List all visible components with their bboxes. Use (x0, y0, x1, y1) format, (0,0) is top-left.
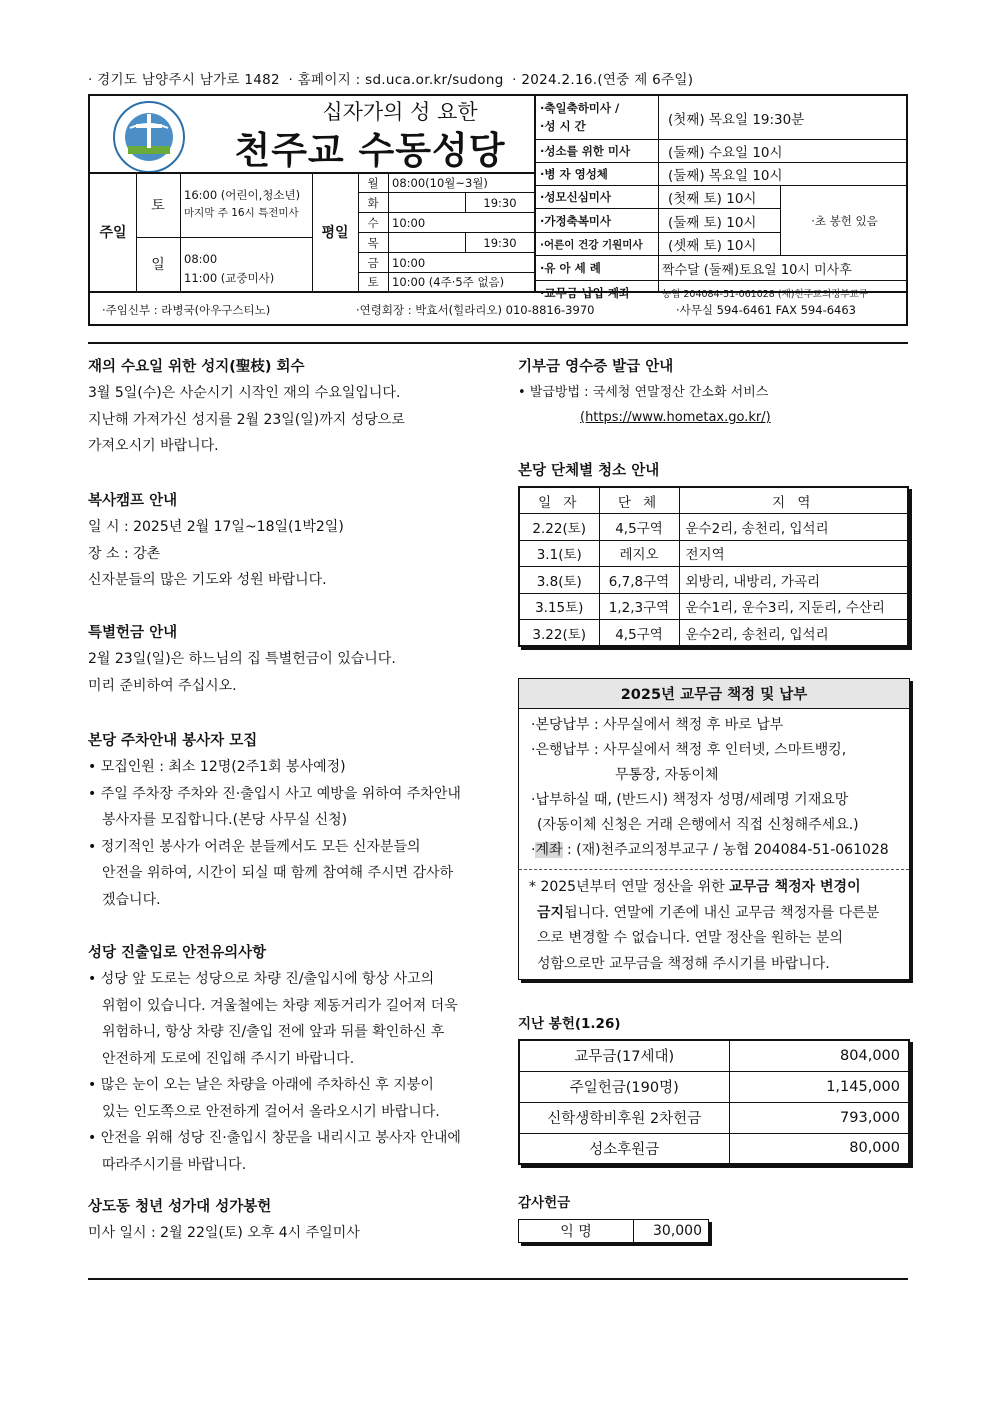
feast-mass-time: (첫째) 목요일 19:30분 (668, 111, 805, 128)
section-title: 본당 주차안내 봉사자 모집 (88, 733, 258, 749)
palm-return-notice: 재의 수요일 위한 성지(聖枝) 회수 3월 5일(수)은 사순시기 시작인 재의 수요일입니다. 지난해 가져가신 성지를 2월 23일(일)까지 성당으로 가져오시기 바랍니다. (88, 354, 488, 460)
altar-server-camp-notice: 복사캠프 안내 일 시 : 2025년 2월 17일~18일(1박2일) 장 소 : 강촌 신자분들의 많은 기도와 성원 바랍니다. (88, 488, 488, 594)
parish-subtitle: 십자가의 성 요한 (322, 100, 478, 124)
list-item: • 성당 앞 도로는 성당으로 차량 진/출입시에 항상 사고의 (88, 966, 488, 993)
table-row: 3.1(토) 레지오 전지역 (519, 540, 908, 567)
offering-table (518, 1039, 910, 1165)
entrance-safety-notice: 성당 진출입로 안전유의사항 • 성당 앞 도로는 성당으로 차량 진/출입시에 항상 사고의 위험이 있습니다. 겨울철에는 차량 제동거리가 길어져 더욱 위험하니, 항상 차량 진/출입 전에 앞과 뒤를 확인하신 후 안전하게 도로에 진입해 주시기 바랍니다. • 많은 눈이 오는 날은 차량을 아래에 주차하신 후 지붕이 있는 인도쪽으로 안전하게 걸어서 올라오시기 바랍니다. • 안전을 위해 성당 진·출입시 창문을 내리시고 봉사자 안내에 따라주시기를 바랍니다. (88, 940, 488, 1178)
sunday-label: 일 (151, 257, 165, 273)
office-contact: ·사무실 594-6461 FAX 594-6463 (676, 302, 856, 317)
header-divider (88, 342, 908, 344)
section-title: 재의 수요일 위한 성지(聖枝) 회수 (88, 359, 305, 375)
section-title: 성당 진출입로 안전유의사항 (88, 945, 267, 961)
table-row: 익 명 30,000 (519, 1220, 709, 1243)
thanks-offering-heading (518, 1190, 718, 1216)
elder-health-time: (셋째 토) 10시 (668, 238, 757, 254)
table-row: 3.22(토) 4,5구역 운수2리, 송천리, 입석리 (519, 620, 908, 647)
table-row: 교무금(17세대) 804,000 (519, 1040, 909, 1071)
sunday-mass-label: 주일 (99, 224, 127, 241)
saturday-times: 16:00 (어린이,청소년) 마지막 주 16시 특전미사 (184, 188, 301, 219)
dues-divider (519, 869, 909, 870)
pastor-info: ·주임신부 : 라병국(아우구스티노) (102, 302, 271, 317)
list-item: • 발급방법 : 국세청 연말정산 간소화 서비스 (518, 385, 769, 400)
table-row: 2.22(토) 4,5구역 운수2리, 송천리, 입석리 (519, 514, 908, 541)
footer-divider (88, 1278, 908, 1280)
infant-baptism-time: 짝수달 (둘째)토요일 10시 미사후 (662, 262, 852, 278)
section-title: 본당 단체별 청소 안내 (518, 463, 660, 479)
list-item: • 많은 눈이 오는 날은 차량을 아래에 주차하신 후 지붕이 (88, 1072, 488, 1099)
list-item: • 모집인원 : 최소 12명(2주1회 봉사예정) (88, 754, 488, 781)
table-row: 주일헌금(190명) 1,145,000 (519, 1071, 909, 1102)
council-president-info: ·연령회장 : 박효서(힐라리오) 010-8816-3970 (356, 302, 595, 317)
cleaning-schedule-heading (518, 458, 910, 484)
vocation-mass-label: ·성소를 위한 미사 (540, 144, 631, 158)
table-row: 신학생학비후원 2차헌금 793,000 (519, 1102, 909, 1133)
section-title: 감사헌금 (518, 1195, 571, 1211)
section-title: 기부금 영수증 발급 안내 (518, 359, 674, 375)
weekday-day: 금 (367, 255, 379, 270)
section-title: 상도동 청년 성가대 성가봉헌 (88, 1199, 272, 1215)
table-row: 성소후원금 80,000 (519, 1133, 909, 1164)
weekday-pm: 19:30 (483, 235, 517, 250)
infant-baptism-label: ·유 아 세 례 (540, 261, 601, 275)
weekday-day: 월 (367, 175, 379, 190)
dues-methods: ·본당납부 : 사무실에서 책정 후 바로 납부 ·은행납부 : 사무실에서 책정 후 인터넷, 스마트뱅킹, 무통장, 자동이체 ·납부하실 때, (반드시) 책정자 성명/세례명 기재요망 (자동이체 신청은 거래 은행에서 직접 신청해주세요.) ·계좌 : (재)천주교의정부교구 / 농협 204084-51-061028 (531, 717, 889, 858)
donation-receipt-notice (518, 354, 910, 430)
table-row: 3.15토) 1,2,3구역 운수1리, 운수3리, 지둔리, 수산리 (519, 593, 908, 620)
section-title: 특별헌금 안내 (88, 625, 178, 641)
weekday-day: 토 (367, 275, 379, 289)
dues-account-label: ·교무금 납입 계좌 (540, 286, 631, 300)
family-blessing-time: (둘째 토) 10시 (668, 214, 757, 231)
dues-change-warning: * 2025년부터 연말 정산을 위한 교무금 책정자 변경이 금지됩니다. 연말에 기존에 내신 교무금 책정자를 다른분 으로 변경할 수 없습니다. 연말 정산을 원하는 분의 성함으로만 교무금을 책정해 주시기를 바랍니다. (529, 879, 880, 972)
weekday-am: 10:00 (392, 215, 426, 230)
homepage-text: · 홈페이지 : sd.uca.or.kr/sudong (288, 72, 504, 88)
sick-communion-time: (둘째) 목요일 10시 (668, 168, 783, 184)
weekday-day: 화 (367, 195, 379, 210)
weekday-mass-label: 평일 (321, 224, 349, 241)
section-title: 지난 봉헌(1.26) (518, 1016, 621, 1032)
feast-mass-label: ·축일축하미사 / ·성 시 간 (540, 101, 620, 133)
address-text: · 경기도 남양주시 남가로 1482 (88, 72, 280, 88)
dues-account-value: 농협 204084-51-061028 (재)천주교의정부교구 (662, 289, 868, 300)
hometax-link[interactable]: (https://www.hometax.go.kr/) (580, 410, 771, 425)
section-title: 복사캠프 안내 (88, 493, 178, 509)
parking-volunteer-notice: 본당 주차안내 봉사자 모집 • 모집인원 : 최소 12명(2주1회 봉사예정) • 주일 주차장 주차와 진·출입시 사고 예방을 위하여 주차안내 봉사자를 모집합니다.(본당 사무실 신청) • 정기적인 봉사가 어려운 분들께서도 모든 신자분들의 안전을 위하여, 시간이 되실 때 함께 참여해 주시면 감사하 겠습니다. (88, 728, 488, 913)
parish-header (88, 94, 908, 326)
table-row: 3.8(토) 6,7,8구역 외방리, 내방리, 가곡리 (519, 567, 908, 594)
special-collection-notice: 특별헌금 안내 2월 23일(일)은 하느님의 집 특별헌금이 있습니다. 미리 준비하여 주십시오. (88, 620, 488, 699)
weekday-am: 10:00 (4주·5주 없음) (392, 275, 505, 289)
dues-box-title: 2025년 교무금 책정 및 납부 (519, 679, 909, 709)
thanks-offering-table (518, 1219, 709, 1243)
sick-communion-label: ·병 자 영성체 (540, 167, 608, 181)
saturday-label: 토 (151, 197, 165, 214)
list-item: • 정기적인 봉사가 어려운 분들께서도 모든 신자분들의 (88, 834, 488, 861)
weekday-day: 목 (367, 235, 379, 250)
table-header-row: 일 자 단 체 지 역 (519, 487, 908, 514)
list-item: • 주일 주차장 주차와 진·출입시 사고 예방을 위하여 주차안내 (88, 781, 488, 808)
cleaning-schedule-table (518, 486, 909, 647)
marian-mass-label: ·성모신심미사 (540, 190, 612, 204)
parish-logo (112, 100, 186, 174)
weekday-am: 10:00 (392, 255, 426, 270)
offering-heading (518, 1011, 910, 1037)
church-dues-box (518, 678, 910, 980)
parish-title: 천주교 수동성당 (234, 128, 506, 172)
vocation-mass-time: (둘째) 수요일 10시 (668, 145, 783, 161)
weekday-am: 08:00(10월~3월) (392, 175, 488, 190)
elder-health-label: ·어른이 건강 기원미사 (540, 238, 643, 251)
youth-choir-notice: 상도동 청년 성가대 성가봉헌 미사 일시 : 2월 22일(토) 오후 4시 주일미사 (88, 1194, 488, 1247)
candle-offering-note: ·초 봉헌 있음 (811, 213, 878, 228)
date-text: · 2024.2.16.(연중 제 6주일) (512, 72, 694, 88)
weekday-pm: 19:30 (483, 195, 517, 210)
family-blessing-label: ·가정축복미사 (540, 213, 612, 228)
marian-mass-time: (첫째 토) 10시 (668, 191, 757, 207)
header-info-line (88, 68, 908, 90)
sunday-times: 08:00 11:00 (교중미사) (184, 252, 275, 285)
list-item: • 안전을 위해 성당 진·출입시 창문을 내리시고 봉사자 안내에 (88, 1125, 488, 1152)
weekday-day: 수 (367, 215, 379, 230)
